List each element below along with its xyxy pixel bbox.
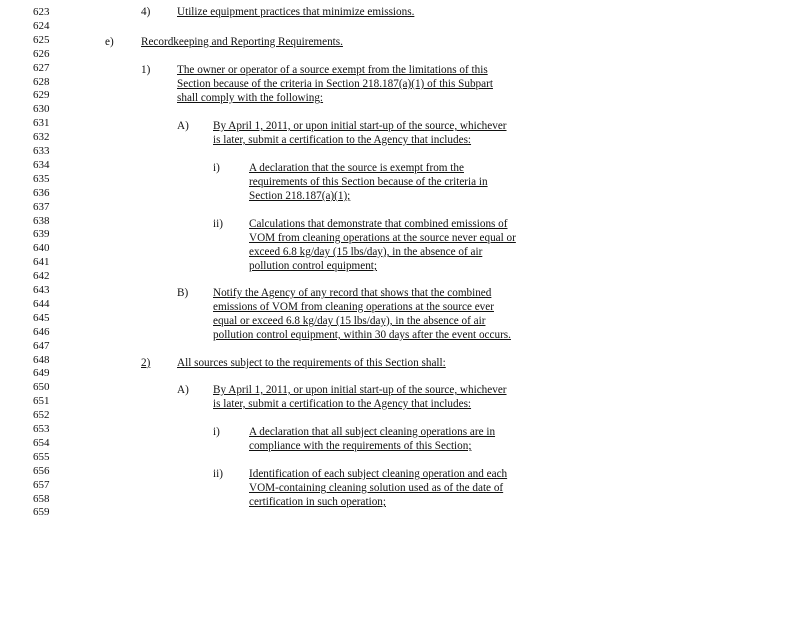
line-number: 646 — [33, 325, 50, 338]
line-number: 640 — [33, 242, 50, 255]
item-2-a-i-marker: i) — [213, 426, 220, 438]
line-number: 641 — [33, 256, 50, 269]
line-number: 645 — [33, 311, 50, 324]
line-number: 653 — [33, 423, 50, 435]
item-4-marker: 4) — [141, 6, 151, 18]
item-2-a-marker: A) — [177, 384, 189, 396]
item-1-a-i-line: A declaration that the source is exempt from the — [249, 162, 464, 174]
item-1-a-ii-line: VOM from cleaning operations at the source never equal or — [249, 232, 516, 244]
line-number: 627 — [33, 61, 50, 74]
item-1-a-i-marker: i) — [213, 162, 220, 174]
item-1-b-marker: B) — [177, 287, 189, 299]
line-number: 632 — [33, 131, 50, 144]
item-1-line: shall comply with the following: — [177, 92, 324, 104]
item-1-a-i-line: requirements of this Section because of the criteria in — [249, 176, 488, 188]
line-number: 647 — [33, 339, 50, 352]
item-2-a-line: By April 1, 2011, or upon initial start-up of the source, whichever — [213, 384, 507, 396]
line-number: 657 — [33, 478, 50, 491]
line-number: 634 — [33, 158, 50, 171]
item-1-b-line: emissions of VOM from cleaning operations at the source ever — [213, 301, 494, 313]
line-number: 631 — [33, 117, 50, 130]
item-2-a-ii-line: certification in such operation; — [249, 496, 386, 508]
line-number: 648 — [33, 353, 50, 366]
item-1-a-ii-marker: ii) — [213, 218, 223, 230]
item-1-a-line: By April 1, 2011, or upon initial start-up of the source, whichever — [213, 120, 507, 132]
line-number: 658 — [33, 492, 50, 505]
line-number: 651 — [33, 395, 50, 408]
item-1-a-marker: A) — [177, 120, 189, 132]
item-2-text: All sources subject to the requirements of this Section shall: — [177, 357, 446, 369]
item-2-marker: 2) — [141, 357, 151, 369]
line-number: 633 — [33, 145, 50, 157]
line-number: 649 — [33, 367, 50, 380]
item-1-a-line: is later, submit a certification to the Agency that includes: — [213, 134, 472, 146]
line-number: 629 — [33, 89, 50, 102]
item-4-text: Utilize equipment practices that minimize emissions. — [177, 6, 415, 18]
line-number: 639 — [33, 228, 50, 241]
section-e-heading: Recordkeeping and Reporting Requirements. — [141, 36, 343, 48]
line-number: 650 — [33, 381, 50, 394]
item-1-a-ii-line: exceed 6.8 kg/day (15 lbs/day), in the absence of air — [249, 246, 483, 258]
line-number: 654 — [33, 436, 50, 449]
item-2-a-line: is later, submit a certification to the Agency that includes: — [213, 398, 472, 410]
line-number: 656 — [33, 464, 50, 477]
line-number: 623 — [33, 6, 50, 18]
line-number: 625 — [33, 33, 50, 46]
line-number: 636 — [33, 186, 50, 199]
line-number: 642 — [33, 270, 50, 283]
item-1-a-i-line: Section 218.187(a)(1); — [249, 190, 351, 202]
line-number: 643 — [33, 284, 50, 296]
line-number: 652 — [33, 409, 50, 422]
line-number: 628 — [33, 75, 50, 88]
line-number: 659 — [33, 506, 50, 519]
line-number: 644 — [33, 297, 50, 310]
item-1-marker: 1) — [141, 64, 151, 76]
item-1-b-line: equal or exceed 6.8 kg/day (15 lbs/day), in the absence of air — [213, 315, 486, 327]
item-1-line: The owner or operator of a source exempt from the limitations of this — [177, 64, 488, 76]
item-2-a-i-line: compliance with the requirements of this Section; — [249, 440, 472, 452]
item-2-a-i-line: A declaration that all subject cleaning operations are in — [249, 426, 496, 438]
line-number: 624 — [33, 19, 50, 32]
item-2-a-ii-marker: ii) — [213, 468, 223, 480]
line-number: 655 — [33, 450, 50, 463]
item-1-a-ii-line: Calculations that demonstrate that combined emissions of — [249, 218, 508, 230]
item-1-b-line: Notify the Agency of any record that shows that the combined — [213, 287, 492, 299]
line-number: 638 — [33, 214, 50, 227]
line-number: 635 — [33, 172, 50, 185]
line-number: 630 — [33, 103, 50, 116]
line-number: 626 — [33, 47, 50, 60]
item-2-a-ii-line: Identification of each subject cleaning operation and each — [249, 468, 508, 480]
item-1-line: Section because of the criteria in Section 218.187(a)(1) of this Subpart — [177, 78, 493, 90]
line-number: 637 — [33, 200, 50, 213]
item-1-b-line: pollution control equipment, within 30 days after the event occurs. — [213, 329, 511, 341]
section-e-marker: e) — [105, 36, 114, 48]
item-1-a-ii-line: pollution control equipment; — [249, 260, 378, 272]
item-2-a-ii-line: VOM-containing cleaning solution used as of the date of — [249, 482, 504, 494]
